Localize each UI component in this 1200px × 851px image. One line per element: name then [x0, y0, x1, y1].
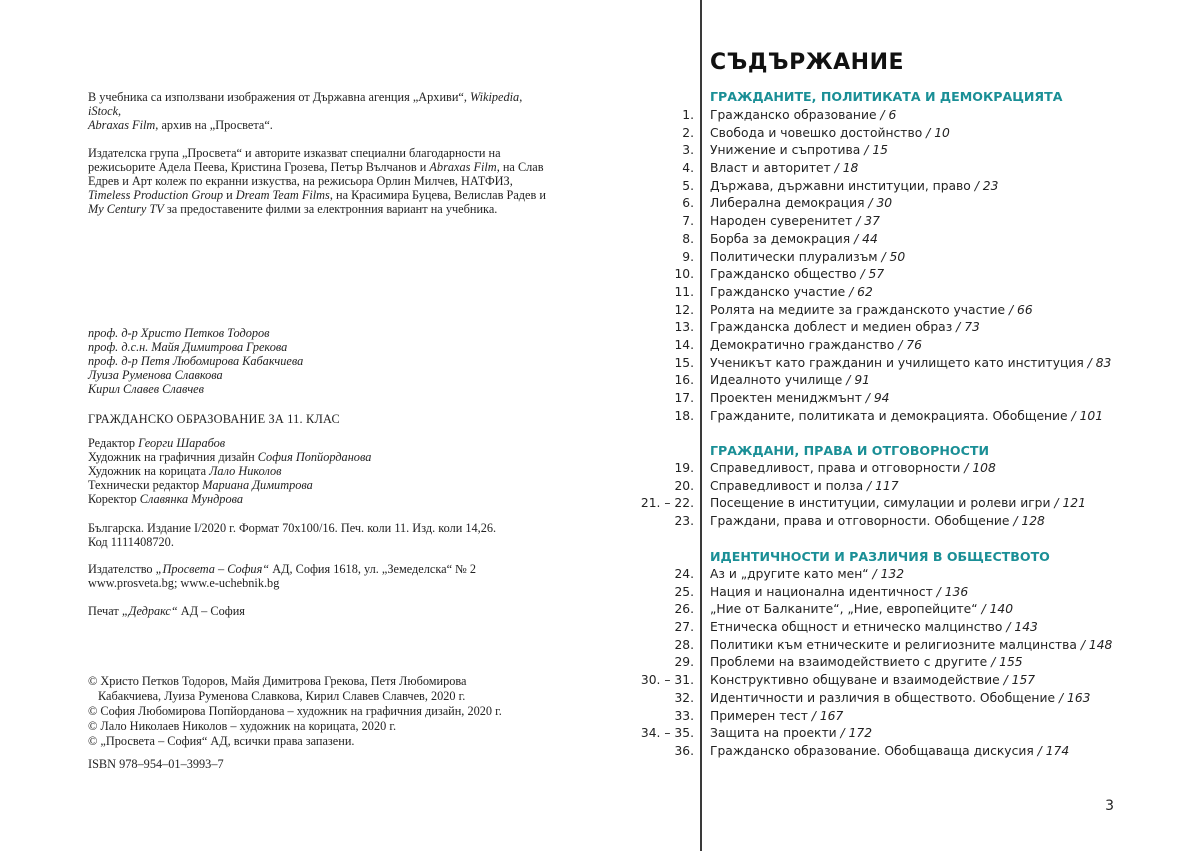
toc-entry[interactable] [623, 496, 1183, 514]
toc-entry-title: Аз и „другите като мен“ [710, 567, 869, 581]
toc-entry-page: 10 [934, 125, 950, 140]
staff-list [88, 436, 558, 506]
toc-entry-number: 30. – 31. [640, 673, 694, 688]
toc-entry-text [706, 479, 899, 493]
toc-entry-text [706, 108, 896, 122]
edition-code: Код 1111408720. [88, 535, 174, 549]
toc-entry-text [706, 143, 888, 157]
credits-source: Wikipedia [470, 90, 520, 104]
toc-entry-text [706, 691, 1091, 705]
publisher-address: АД, София 1618, ул. „Земеделска“ № 2 [269, 562, 477, 576]
toc-entry-number: 4. [682, 161, 694, 176]
toc-entry-title: Идентичности и различия в обществото. Обобщение [710, 690, 1056, 705]
toc-entry-page: 140 [989, 602, 1014, 617]
toc-entry-number: 32. [674, 690, 694, 705]
toc-page-separator: / [1055, 690, 1068, 705]
publisher-text: Издателство [88, 562, 156, 576]
credits-paragraph-2 [88, 146, 558, 216]
toc-section-list [623, 567, 1183, 762]
toc-entry[interactable] [623, 567, 1183, 585]
toc-page-separator: / [850, 231, 863, 246]
toc-entry-page: 15 [872, 143, 888, 158]
toc-entry-title: Гражданска доблест и медиен образ [710, 320, 953, 335]
toc-entry[interactable] [623, 214, 1183, 232]
toc-entry[interactable] [623, 655, 1183, 673]
toc-entry-text [706, 744, 1069, 758]
toc-entry[interactable] [623, 691, 1183, 709]
staff-line [88, 436, 558, 450]
book-title: ГРАЖДАНСКО ОБРАЗОВАНИЕ ЗА 11. КЛАС [88, 412, 340, 426]
toc-entry-text [706, 585, 968, 599]
toc-entry-page: 136 [944, 584, 969, 599]
toc-page-separator: / [1005, 302, 1018, 317]
toc-page-separator: / [842, 373, 855, 388]
toc-entry-number: 34. – 35. [640, 726, 694, 741]
toc-page-separator: / [863, 478, 876, 493]
toc-entry[interactable] [623, 602, 1183, 620]
toc-entry[interactable] [623, 196, 1183, 214]
toc-entry[interactable] [623, 391, 1183, 409]
toc-page-separator: / [861, 391, 874, 405]
toc-entry-number: 27. [674, 620, 694, 635]
toc-entry-number: 7. [682, 214, 694, 229]
toc-entry-title: Проектен мениджмънт [710, 391, 862, 405]
toc-entry-text [706, 602, 1013, 616]
toc-entry-number: 20. [674, 478, 694, 493]
toc-entry-page: 172 [848, 726, 873, 741]
author: Кирил Славев Славчев [88, 382, 204, 396]
toc-entry-text [706, 409, 1103, 423]
toc-entry-page: 91 [854, 373, 870, 388]
copyright-line: © Христо Петков Тодоров, Майя Димитрова Грекова, Петя Любомирова [88, 674, 467, 688]
toc-entry-page: 66 [1017, 302, 1033, 317]
toc-entry-title: Нация и национална идентичност [710, 584, 933, 599]
staff-role: Художник на корицата [88, 464, 210, 478]
toc-page-separator: / [1067, 408, 1080, 423]
toc-entry-text [706, 303, 1033, 317]
toc-entry[interactable] [623, 320, 1183, 338]
staff-name: Георги Шарабов [138, 436, 226, 450]
toc-entry-title: Справедливост, права и отговорности [710, 461, 961, 475]
toc-entry-text [706, 356, 1111, 370]
toc-page-separator: / [876, 108, 889, 122]
publisher-info [88, 562, 558, 590]
toc-entry-page: 83 [1095, 355, 1112, 370]
toc-entry-number: 24. [674, 567, 694, 581]
toc-entry-number: 26. [674, 602, 694, 617]
toc-entry[interactable] [623, 479, 1183, 497]
toc-entry-number: 33. [674, 708, 694, 723]
toc-entry[interactable] [623, 461, 1183, 479]
toc-entry-title: Справедливост и полза [710, 478, 864, 493]
toc-entry-number: 13. [674, 320, 694, 335]
toc-page-separator: / [860, 143, 873, 158]
toc-entry-page: 30 [876, 196, 893, 211]
credits-source: My Century TV [88, 202, 164, 216]
toc-entry-title: Граждани, права и отговорности. Обобщение [710, 514, 1010, 529]
toc-entry-text [706, 126, 950, 140]
toc-entry[interactable] [623, 673, 1183, 691]
toc-entry-number: 9. [682, 249, 694, 264]
toc-entry-number: 1. [682, 108, 694, 122]
toc-title: СЪДЪРЖАНИЕ [710, 50, 905, 75]
toc-entry-title: Гражданско образование. Обобщаваща дискусия [710, 743, 1034, 758]
toc-entry-text [706, 638, 1112, 652]
toc-entry-number: 2. [682, 125, 694, 140]
toc-entry-page: 163 [1067, 690, 1091, 705]
toc-page-separator: / [960, 461, 973, 475]
toc-entry-title: Гражданите, политиката и демокрацията. Обобщение [710, 408, 1068, 423]
credits-text: , на Красимира Буцева, Велислав Радев и [329, 188, 546, 202]
copyright-block [88, 674, 558, 749]
toc-entry-number: 6. [682, 196, 694, 211]
toc-entry-title: Политики към етническите и религиозните малцинства [710, 637, 1077, 652]
toc-entry-number: 10. [674, 267, 694, 282]
toc-entry-page: 174 [1045, 743, 1070, 758]
toc-entry-title: Примерен тест [710, 708, 808, 723]
credits-text: , [118, 104, 122, 118]
toc-entry-text [706, 673, 1035, 687]
staff-name: Славянка Мундрова [139, 492, 243, 506]
author: Луиза Руменова Славкова [88, 368, 223, 382]
toc-section-heading: ГРАЖДАНИТЕ, ПОЛИТИКАТА И ДЕМОКРАЦИЯТА [710, 89, 1063, 104]
toc-entry[interactable] [623, 179, 1183, 197]
credits-text: и [223, 188, 236, 202]
toc-entry-title: Ученикът като гражданин и училището като институция [710, 355, 1088, 370]
toc-entry-page: 155 [999, 655, 1023, 670]
toc-entry-text [706, 373, 870, 387]
toc-entry-number: 14. [674, 337, 694, 352]
printing-text: Печат [88, 604, 122, 618]
toc-entry-number: 18. [674, 408, 694, 423]
edition-line: Българска. Издание I/2020 г. Формат 70х100/16. Печ. коли 11. Изд. коли 14,26. [88, 521, 497, 535]
toc-entry-title: Защита на проекти [710, 726, 837, 741]
toc-section-heading: ИДЕНТИЧНОСТИ И РАЗЛИЧИЯ В ОБЩЕСТВОТО [710, 549, 1050, 564]
toc-entry-page: 76 [906, 337, 922, 352]
toc-entry-text [706, 250, 905, 264]
toc-page-separator: / [932, 584, 945, 599]
toc-entry-number: 12. [674, 302, 694, 317]
toc-page-separator: / [1087, 355, 1096, 370]
staff-name: София Попйорданова [257, 450, 372, 464]
toc-entry-text [706, 391, 890, 405]
toc-page-separator: / [1009, 514, 1022, 529]
toc-page-separator: / [836, 726, 849, 741]
staff-name: Лало Николов [209, 464, 282, 478]
toc-page-separator: / [922, 125, 935, 140]
toc-entry-number: 5. [682, 178, 694, 193]
toc-page-separator: / [864, 196, 877, 211]
toc-entry-text [706, 461, 996, 475]
toc-entry[interactable] [623, 108, 1183, 126]
toc-entry-page: 101 [1079, 408, 1104, 423]
toc-entry-page: 94 [873, 391, 890, 405]
toc-entry-title: Проблеми на взаимодействието с другите [710, 655, 988, 670]
toc-entry-text [706, 285, 873, 299]
toc-entry-page: 121 [1062, 496, 1086, 511]
toc-entry-page: 108 [972, 461, 996, 475]
toc-entry-number: 8. [682, 231, 694, 246]
toc-entry-text [706, 338, 922, 352]
toc-entry-text [706, 620, 1038, 634]
toc-entry[interactable] [623, 126, 1183, 144]
toc-entry-title: Гражданско общество [710, 267, 857, 282]
author: проф. д-р Петя Любомирова Кабакчиева [88, 354, 304, 368]
toc-entry-title: Държава, държавни институции, право [710, 178, 971, 193]
toc-entry[interactable] [623, 250, 1183, 268]
credits-source: Abraxas Film [88, 118, 156, 132]
toc-entry-text [706, 196, 892, 210]
toc-entry-title: Унижение и съпротива [710, 143, 861, 158]
toc-entry-text [706, 726, 872, 740]
credits-source: iStock [88, 104, 119, 118]
toc-entry-page: 73 [964, 320, 980, 335]
toc-page-separator: / [987, 655, 1000, 670]
toc-entry-title: Демократично гражданство [710, 337, 895, 352]
toc-entry-title: „Ние от Балканите“, „Ние, европейците“ [710, 602, 978, 617]
toc-entry-page: 44 [862, 231, 878, 246]
staff-line [88, 464, 558, 478]
toc-entry-text [706, 514, 1045, 528]
toc-entry-page: 62 [857, 284, 873, 299]
toc-page-separator: / [952, 320, 965, 335]
toc-entry-text [706, 496, 1086, 510]
staff-role: Коректор [88, 492, 140, 506]
toc-entry[interactable] [623, 232, 1183, 250]
toc-entry-page: 157 [1011, 673, 1036, 688]
printing-text: АД – София [177, 604, 245, 618]
toc-entry[interactable] [623, 356, 1183, 374]
toc-entry-page: 167 [819, 708, 844, 723]
credits-paragraph-1 [88, 90, 558, 132]
toc-entry-text [706, 214, 880, 228]
toc-entry-number: 23. [674, 514, 694, 529]
toc-page-separator: / [845, 284, 858, 299]
edition-info [88, 521, 558, 549]
toc-entry-page: 132 [880, 567, 905, 581]
toc-page-separator: / [894, 337, 907, 352]
publisher-line [88, 562, 558, 576]
copyright-line: Кабакчиева, Луиза Руменова Славкова, Кирил Славев Славчев, 2020 г. [98, 689, 466, 703]
toc-page-separator: / [852, 214, 865, 229]
publisher-websites: www.prosveta.bg; www.e-uchebnik.bg [88, 576, 280, 590]
toc-entry[interactable] [623, 161, 1183, 179]
toc-entry-number: 21. – 22. [640, 496, 694, 511]
toc-entry-title: Конструктивно общуване и взаимодействие [710, 673, 1000, 688]
page-number: 3 [1105, 798, 1114, 814]
staff-line [88, 478, 558, 492]
toc-section-heading: ГРАЖДАНИ, ПРАВА И ОТГОВОРНОСТИ [710, 443, 989, 458]
toc-entry-number: 29. [674, 655, 694, 670]
copyright-line: © „Просвета – София“ АД, всички права запазени. [88, 734, 355, 748]
credits-text: , [519, 90, 523, 104]
toc-entry-number: 16. [674, 373, 694, 388]
toc-entry-title: Свобода и човешко достойнство [710, 125, 923, 140]
toc-entry-text [706, 267, 884, 281]
printer-name: „Дедракс“ [121, 604, 178, 618]
right-page [640, 0, 1200, 851]
staff-line [88, 492, 558, 506]
copyright-line: © Лало Николаев Николов – художник на корицата, 2020 г. [88, 719, 397, 733]
toc-entry-page: 37 [864, 214, 880, 229]
toc-entry-page: 128 [1021, 514, 1045, 529]
toc-entry-number: 11. [674, 284, 694, 299]
author: проф. д-р Христо Петков Тодоров [88, 326, 270, 340]
toc-entry-page: 23 [982, 178, 999, 193]
toc-entry[interactable] [623, 338, 1183, 356]
toc-page-separator: / [868, 567, 881, 581]
author: проф. д.с.н. Майя Димитрова Грекова [88, 340, 288, 354]
toc-entry-title: Гражданско образование [710, 108, 877, 122]
printing-info [88, 604, 558, 618]
toc-entry-text [706, 655, 1023, 669]
toc-entry-text [706, 161, 858, 175]
toc-entry[interactable] [623, 267, 1183, 285]
toc-entry-title: Идеалното училище [710, 373, 843, 388]
toc-section-list [623, 108, 1183, 426]
toc-entry[interactable] [623, 726, 1183, 744]
isbn: ISBN 978–954–01–3993–7 [88, 757, 224, 771]
toc-page-separator: / [807, 708, 820, 723]
toc-page-separator: / [877, 249, 890, 264]
toc-page-separator: / [1002, 620, 1015, 635]
toc-entry[interactable] [623, 285, 1183, 303]
staff-role: Технически редактор [88, 478, 203, 492]
credits-text: В учебника са използвани изображения от Държавна агенция „Архиви“, [88, 90, 471, 104]
toc-page-separator: / [1033, 743, 1046, 758]
credits-source: Abraxas Film [429, 160, 497, 174]
toc-page-separator: / [977, 602, 990, 617]
toc-entry-number: 36. [674, 743, 694, 758]
credits-text: за предоставените филми за електронния вариант на учебника. [163, 202, 498, 216]
toc-entry-text [706, 320, 980, 334]
toc-entry[interactable] [623, 709, 1183, 727]
toc-entry-number: 28. [674, 637, 694, 652]
toc-entry-page: 148 [1088, 637, 1113, 652]
toc-entry-text [706, 567, 904, 581]
toc-entry-number: 15. [674, 355, 694, 370]
credits-text: , архив на „Просвета“. [155, 118, 273, 132]
toc-entry-number: 3. [682, 143, 694, 158]
toc-page-separator: / [970, 178, 983, 193]
toc-entry-title: Етническа общност и етническо малцинство [710, 620, 1003, 635]
staff-role: Художник на графичния дизайн [88, 450, 258, 464]
toc-entry-page: 117 [875, 478, 899, 493]
toc-entry-text [706, 179, 998, 193]
copyright-line: © София Любомирова Попйорданова – художник на графичния дизайн, 2020 г. [88, 704, 502, 718]
toc-page-separator: / [1076, 637, 1089, 652]
toc-entry[interactable] [623, 143, 1183, 161]
toc-entry[interactable] [623, 585, 1183, 603]
toc-entry-title: Посещение в институции, симулации и ролеви игри [710, 496, 1051, 511]
image-credits [88, 90, 558, 216]
toc-page-separator: / [1050, 496, 1063, 511]
toc-entry-page: 50 [889, 249, 906, 264]
toc-entry-title: Власт и авторитет [710, 161, 831, 176]
toc-entry-title: Либерална демокрация [710, 196, 865, 211]
staff-line [88, 450, 558, 464]
toc-entry-page: 18 [842, 161, 859, 176]
toc-entry[interactable] [623, 620, 1183, 638]
toc-entry-number: 25. [674, 584, 694, 599]
toc-section-list [623, 461, 1183, 532]
toc-entry[interactable] [623, 373, 1183, 391]
toc-entry[interactable] [623, 744, 1183, 762]
toc-page-separator: / [999, 673, 1012, 688]
toc-entry-page: 57 [868, 267, 885, 282]
toc-entry-text [706, 709, 843, 723]
toc-entry-title: Политически плурализъм [710, 249, 878, 264]
staff-role: Редактор [88, 436, 139, 450]
staff-name: Мариана Димитрова [202, 478, 313, 492]
toc-entry-title: Народен суверенитет [710, 214, 853, 229]
toc-entry-page: 6 [888, 108, 897, 122]
toc-entry-number: 19. [674, 461, 694, 475]
credits-source: Dream Team Films [235, 188, 330, 202]
authors-list [88, 326, 558, 396]
publisher-name: „Просвета – София“ [155, 562, 270, 576]
credits-source: Timeless Production Group [88, 188, 224, 202]
toc-entry-title: Ролята на медиите за гражданското участие [710, 302, 1006, 317]
credits-text: , на Слав Едрев и Арт колеж по екранни изкуства, на режисьора Орлин Милчев, НАТФИЗ, [88, 160, 544, 188]
toc-page-separator: / [830, 161, 843, 176]
toc-entry-number: 17. [674, 391, 694, 405]
toc-entry-page: 143 [1014, 620, 1038, 635]
toc-entry-title: Борба за демокрация [710, 231, 851, 246]
toc-entry[interactable] [623, 409, 1183, 427]
toc-entry-text [706, 232, 878, 246]
toc-entry-title: Гражданско участие [710, 284, 846, 299]
credits-text: Издателска група „Просвета“ и авторите изказват специални благодарности на режисьорите Адела Пеева, Кристина Грозева, Петър Вълчанов и [88, 146, 501, 174]
toc-entry[interactable] [623, 514, 1183, 532]
toc-entry[interactable] [623, 303, 1183, 321]
toc-entry[interactable] [623, 638, 1183, 656]
toc-page-separator: / [856, 267, 869, 282]
